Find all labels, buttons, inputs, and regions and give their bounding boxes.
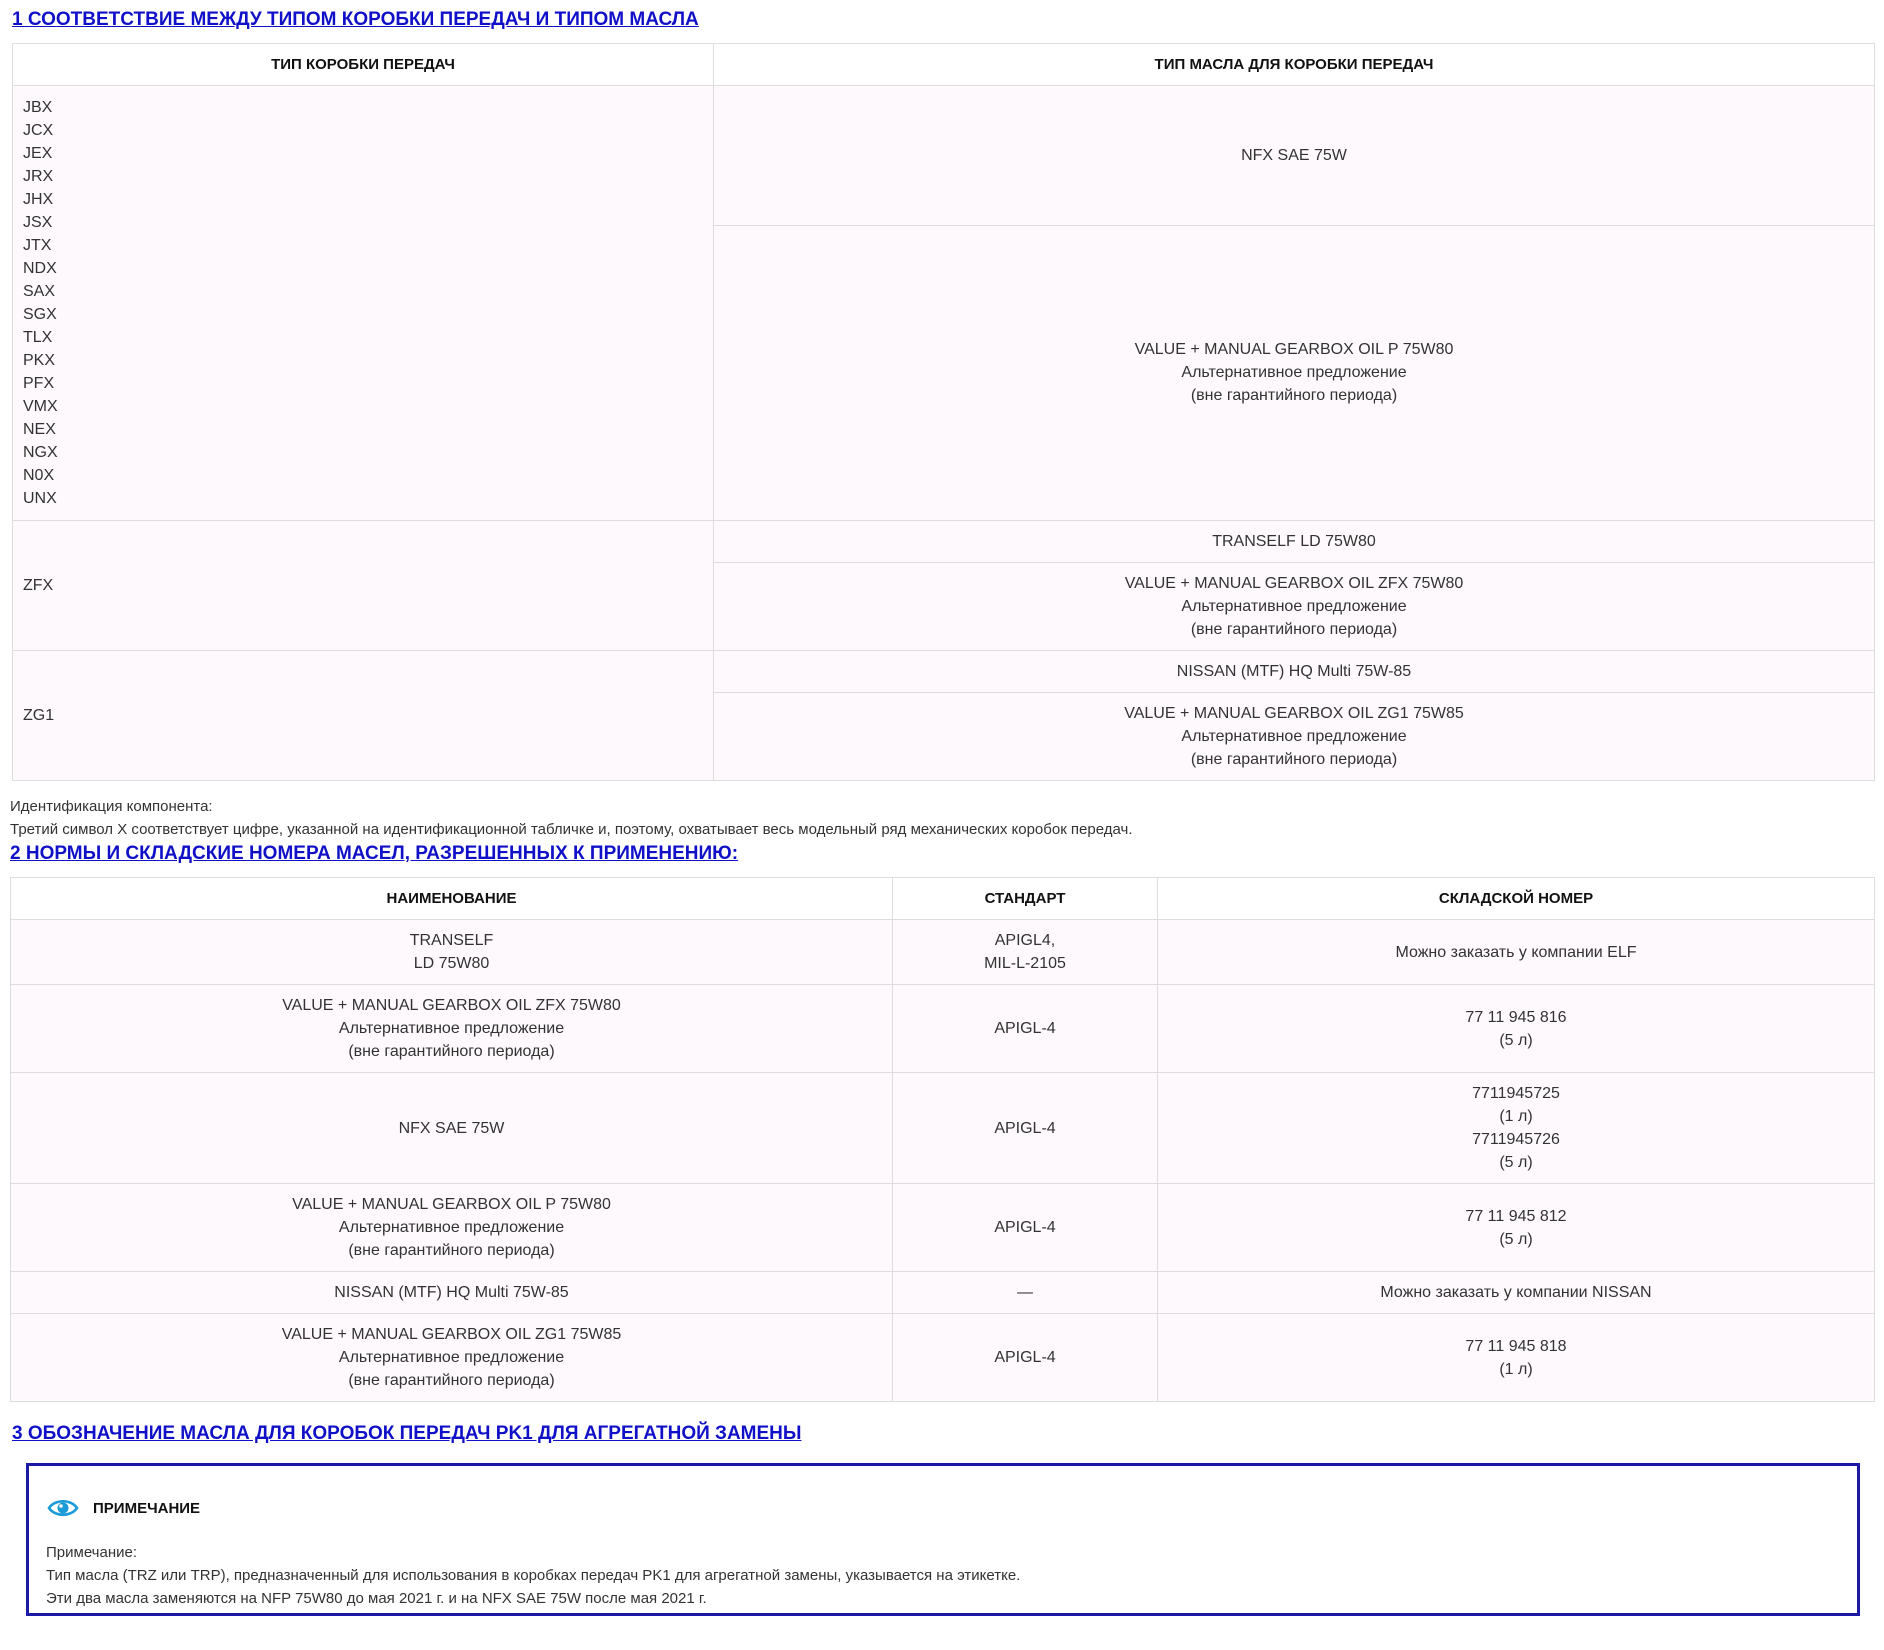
gearbox-code: N0X	[23, 467, 55, 484]
part-number-cell-line: 77 11 945 816	[1465, 1008, 1567, 1026]
table-row	[11, 1272, 1875, 1314]
oil-cell: TRANSELF LD 75W80	[714, 521, 1875, 563]
note-line: Эти два масла заменяются на NFP 75W80 до мая 2021 г. и на NFX SAE 75W после мая 2021 г.	[46, 1590, 707, 1607]
oil-name-cell-line: VALUE + MANUAL GEARBOX OIL P 75W80	[292, 1196, 611, 1213]
oil-cell	[714, 693, 1875, 781]
gearbox-code: JBX	[23, 99, 53, 116]
part-number-cell	[1158, 1272, 1875, 1314]
gearbox-cell: ZFX	[13, 521, 714, 651]
gearbox-code: JSX	[23, 214, 53, 231]
oil-note: (вне гарантийного периода)	[1190, 387, 1398, 405]
oil-cell: NFX SAE 75W	[714, 86, 1875, 226]
part-number-cell-line: (5 л)	[1499, 1154, 1533, 1171]
oil-note: (вне гарантийного периода)	[1190, 751, 1398, 768]
gearbox-list-cell	[13, 86, 714, 521]
oil-standards-table	[10, 877, 1875, 1402]
oil-name: VALUE + MANUAL GEARBOX OIL P 75W80	[1134, 341, 1454, 359]
part-number-cell-line: Можно заказать у компании ELF	[1395, 943, 1637, 961]
identification-text: Третий символ X соответствует цифре, указанной на идентификационной табличке и, поэтому, охватывает весь модельный ряд механических коробок передач.	[10, 821, 1133, 838]
oil-note: Альтернативное предложение	[1181, 598, 1407, 615]
standard-cell	[893, 1314, 1158, 1402]
column-header-oil-type: ТИП МАСЛА ДЛЯ КОРОБКИ ПЕРЕДАЧ	[714, 44, 1875, 86]
column-header-standard: СТАНДАРТ	[893, 878, 1158, 920]
oil-name-cell	[11, 1073, 893, 1184]
note-box	[26, 1463, 1860, 1616]
standard-cell	[893, 985, 1158, 1073]
oil-name-cell-line: Альтернативное предложение	[338, 1219, 565, 1236]
oil-name-cell	[11, 1314, 893, 1402]
standard-cell-line: APIGL-4	[994, 1349, 1056, 1366]
table-row	[11, 1073, 1875, 1184]
oil-note: (вне гарантийного периода)	[1190, 621, 1398, 638]
oil-name-cell	[11, 985, 893, 1073]
table-row	[11, 985, 1875, 1073]
oil-cell	[714, 563, 1875, 651]
oil-name-cell-line: (вне гарантийного периода)	[348, 1043, 555, 1060]
oil-name-cell	[11, 1272, 893, 1314]
oil-name-cell-line: Альтернативное предложение	[338, 1020, 565, 1037]
oil-name-cell-line: (вне гарантийного периода)	[348, 1242, 555, 1259]
oil-note: Альтернативное предложение	[1181, 728, 1407, 745]
gearbox-code: JCX	[23, 122, 54, 139]
gearbox-code: PKX	[23, 352, 56, 369]
part-number-cell	[1158, 1184, 1875, 1272]
oil-name-cell-line: TRANSELF	[409, 932, 494, 949]
part-number-cell-line: 7711945725	[1472, 1085, 1560, 1102]
oil-cell	[714, 225, 1875, 520]
oil-name-cell-line: NFX SAE 75W	[398, 1119, 505, 1137]
standard-cell-line: MIL-L-2105	[984, 955, 1066, 972]
part-number-cell-line: (1 л)	[1499, 1360, 1533, 1378]
oil-name-cell-line: VALUE + MANUAL GEARBOX OIL ZG1 75W85	[281, 1326, 622, 1343]
note-line: Примечание:	[46, 1544, 137, 1561]
section1-heading[interactable]: 1 СООТВЕТСТВИЕ МЕЖДУ ТИПОМ КОРОБКИ ПЕРЕДАЧ И ТИПОМ МАСЛА	[12, 9, 699, 30]
section3-heading[interactable]: 3 ОБОЗНАЧЕНИЕ МАСЛА ДЛЯ КОРОБОК ПЕРЕДАЧ PK1 ДЛЯ АГРЕГАТНОЙ ЗАМЕНЫ	[12, 1423, 802, 1444]
gearbox-list	[23, 96, 703, 510]
oil-note: Альтернативное предложение	[1181, 364, 1407, 382]
standard-cell	[893, 1184, 1158, 1272]
standard-cell	[893, 920, 1158, 985]
standard-cell-line: —	[1017, 1284, 1033, 1301]
gearbox-code: SAX	[23, 283, 56, 300]
standard-cell	[893, 1073, 1158, 1184]
part-number-cell-line: 7711945726	[1472, 1131, 1560, 1148]
note-title: ПРИМЕЧАНИЕ	[93, 1500, 201, 1517]
gearbox-code: VMX	[23, 398, 58, 415]
gearbox-code: NDX	[23, 260, 57, 277]
oil-name-cell-line: Альтернативное предложение	[338, 1349, 565, 1366]
gearbox-code: JEX	[23, 145, 53, 162]
part-number-cell-line: 77 11 945 818	[1465, 1337, 1567, 1355]
part-number-cell	[1158, 985, 1875, 1073]
oil-name-cell-line: NISSAN (MTF) HQ Multi 75W-85	[334, 1284, 569, 1301]
oil-name-cell-line: (вне гарантийного периода)	[348, 1372, 555, 1389]
oil-name-cell	[11, 920, 893, 985]
gearbox-code: JHX	[23, 191, 54, 208]
note-body	[46, 1541, 1020, 1610]
gearbox-code: TLX	[23, 329, 53, 346]
standard-cell-line: APIGL4,	[994, 932, 1056, 949]
gearbox-code: NGX	[23, 444, 58, 461]
gearbox-code: JRX	[23, 168, 54, 185]
standard-cell	[893, 1272, 1158, 1314]
oil-name: VALUE + MANUAL GEARBOX OIL ZG1 75W85	[1124, 705, 1464, 722]
oil-name-cell-line: VALUE + MANUAL GEARBOX OIL ZFX 75W80	[282, 997, 621, 1014]
section2-heading[interactable]: 2 НОРМЫ И СКЛАДСКИЕ НОМЕРА МАСЕЛ, РАЗРЕШЕННЫХ К ПРИМЕНЕНИЮ:	[10, 843, 739, 864]
oil-cell: NISSAN (MTF) HQ Multi 75W-85	[714, 651, 1875, 693]
standard-cell-line: APIGL-4	[994, 1219, 1056, 1236]
part-number-cell-line: (5 л)	[1499, 1031, 1533, 1049]
table-row	[11, 920, 1875, 985]
table-row	[11, 1184, 1875, 1272]
part-number-cell-line: 77 11 945 812	[1465, 1207, 1567, 1225]
column-header-name: НАИМЕНОВАНИЕ	[11, 878, 893, 920]
standard-cell-line: APIGL-4	[994, 1119, 1056, 1137]
gearbox-code: PFX	[23, 375, 55, 392]
identification-title: Идентификация компонента:	[10, 798, 213, 815]
part-number-cell	[1158, 1314, 1875, 1402]
part-number-cell-line: Можно заказать у компании NISSAN	[1380, 1284, 1652, 1301]
gearbox-code: SGX	[23, 306, 57, 323]
column-header-gearbox-type: ТИП КОРОБКИ ПЕРЕДАЧ	[13, 44, 714, 86]
gearbox-code: JTX	[23, 237, 52, 254]
standard-cell-line: APIGL-4	[994, 1020, 1056, 1037]
column-header-part-number: СКЛАДСКОЙ НОМЕР	[1158, 878, 1875, 920]
gearbox-code: NEX	[23, 421, 56, 438]
part-number-cell	[1158, 920, 1875, 985]
gearbox-cell: ZG1	[13, 651, 714, 781]
oil-name-cell-line: LD 75W80	[413, 955, 490, 972]
gearbox-code: UNX	[23, 490, 57, 507]
part-number-cell-line: (1 л)	[1499, 1108, 1533, 1125]
oil-name: VALUE + MANUAL GEARBOX OIL ZFX 75W80	[1124, 575, 1464, 592]
table-row	[11, 1314, 1875, 1402]
note-line: Тип масла (TRZ или TRP), предназначенный для использования в коробках передач PK1 для агрегатной замены, указывается на этикетке.	[46, 1567, 1021, 1584]
part-number-cell-line: (5 л)	[1499, 1230, 1533, 1248]
eye-icon	[47, 1496, 79, 1520]
oil-name-cell	[11, 1184, 893, 1272]
gearbox-oil-table	[12, 43, 1875, 781]
part-number-cell	[1158, 1073, 1875, 1184]
